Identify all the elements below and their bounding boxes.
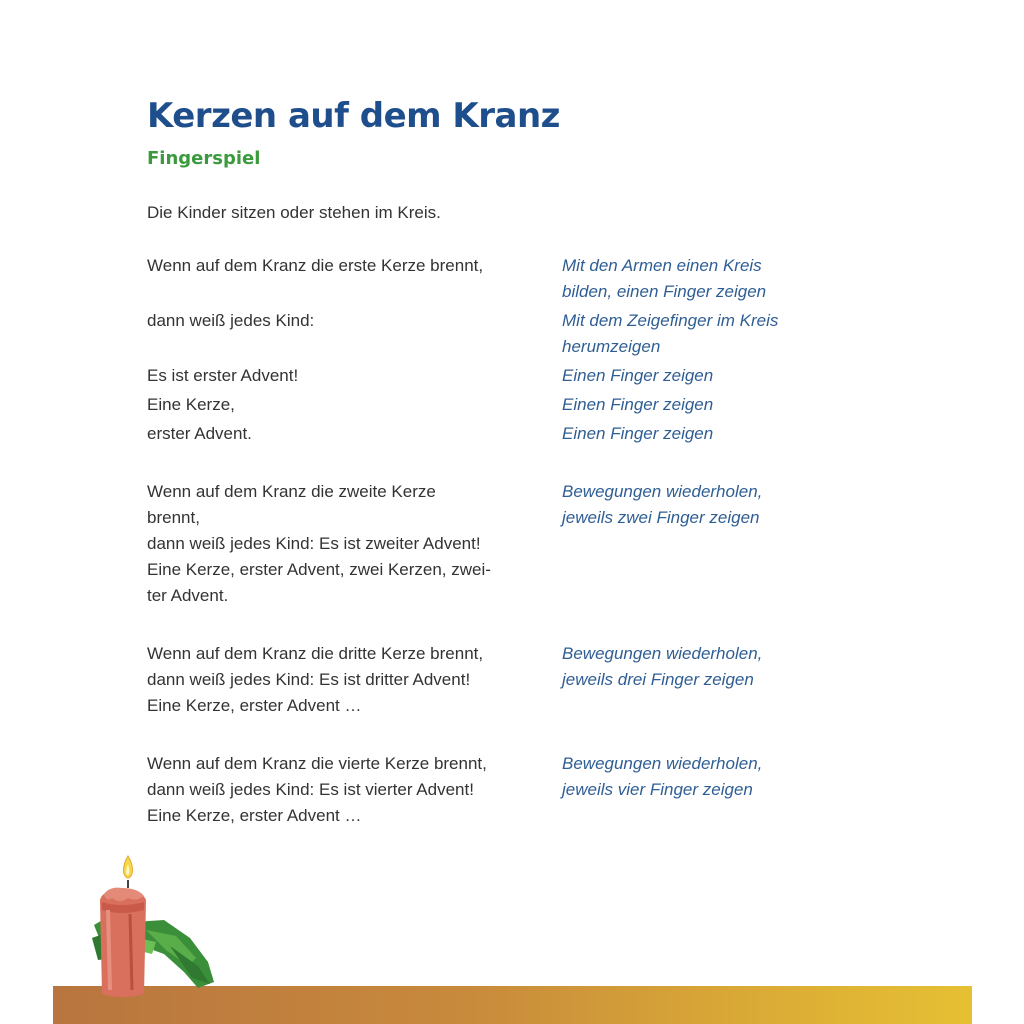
action-line: Einen Finger zeigen (562, 366, 714, 385)
verse-line: Eine Kerze, (147, 395, 235, 414)
verse-line: dann weiß jedes Kind: Es ist dritter Advent! (147, 670, 471, 689)
verse-line: Eine Kerze, erster Advent … (147, 806, 362, 825)
page-subtitle: Fingerspiel (147, 148, 261, 169)
action-line: Mit dem Zeigefinger im Kreis (562, 311, 779, 330)
verse-line: dann weiß jedes Kind: (147, 311, 315, 330)
action-line: jeweils vier Finger zeigen (562, 780, 753, 799)
action-line: Bewegungen wiederholen, (562, 754, 763, 773)
action-line: herumzeigen (562, 337, 661, 356)
verse-line: Es ist erster Advent! (147, 366, 299, 385)
action-line: Einen Finger zeigen (562, 424, 714, 443)
page-title: Kerzen auf dem Kranz (147, 96, 560, 136)
verse-line: ter Advent. (147, 586, 229, 605)
action-line: Bewegungen wiederholen, (562, 482, 763, 501)
verse-line: Wenn auf dem Kranz die vierte Kerze brennt, (147, 754, 487, 773)
verse-line: Wenn auf dem Kranz die zweite Kerze (147, 482, 436, 501)
verse-line: Eine Kerze, erster Advent … (147, 696, 362, 715)
verse-line: brennt, (147, 508, 200, 527)
action-line: Bewegungen wiederholen, (562, 644, 763, 663)
action-line: Einen Finger zeigen (562, 395, 714, 414)
advent-candle-icon (86, 850, 226, 1000)
action-line: jeweils drei Finger zeigen (562, 670, 754, 689)
intro-text: Die Kinder sitzen oder stehen im Kreis. (147, 203, 441, 222)
verse-line: Eine Kerze, erster Advent, zwei Kerzen, zwei- (147, 560, 491, 579)
verse-line: dann weiß jedes Kind: Es ist zweiter Advent! (147, 534, 481, 553)
verse-line: erster Advent. (147, 424, 252, 443)
action-line: Mit den Armen einen Kreis (562, 256, 762, 275)
verse-line: Wenn auf dem Kranz die erste Kerze brennt, (147, 256, 484, 275)
verse-line: Wenn auf dem Kranz die dritte Kerze brennt, (147, 644, 484, 663)
action-line: bilden, einen Finger zeigen (562, 282, 767, 301)
action-line: jeweils zwei Finger zeigen (562, 508, 760, 527)
verse-line: dann weiß jedes Kind: Es ist vierter Advent! (147, 780, 474, 799)
